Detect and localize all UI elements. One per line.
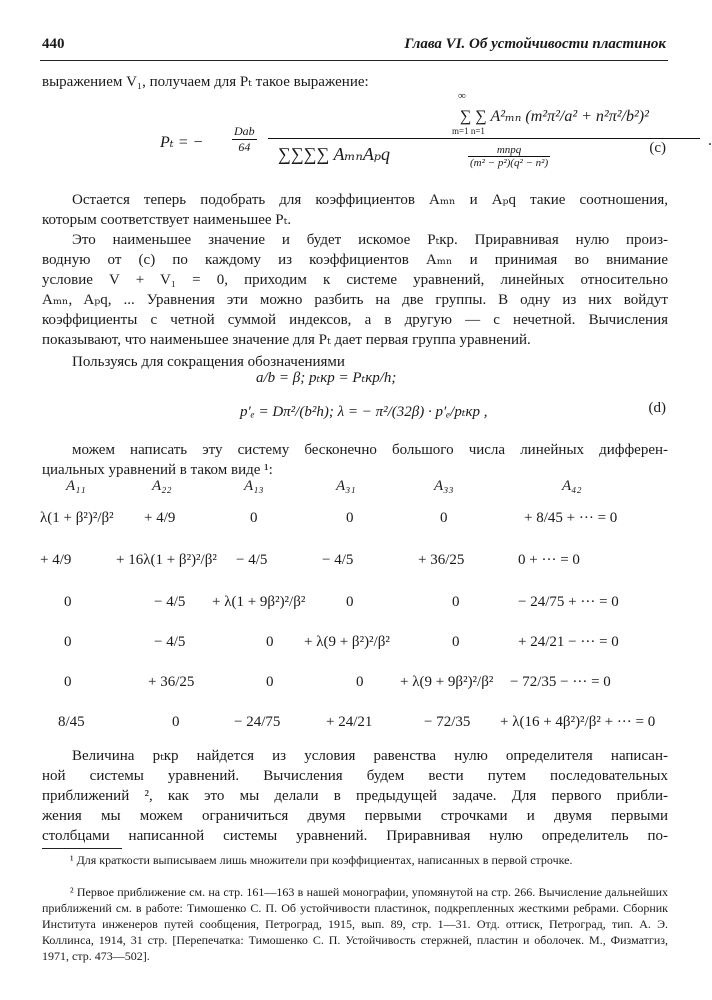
matrix-cell: − 4/5: [154, 594, 186, 610]
para2-line-6: показывают, что наименьшее значение для Pₜ дает первая группа уравнений.: [42, 332, 531, 348]
footnote-rule: [42, 848, 122, 849]
para2-line-3: условие V + V₁ = 0, приходим к системе уравнений, линейных относительно: [42, 272, 668, 288]
matrix-cell: + 36/25: [148, 674, 195, 690]
para2-line-5: коэффициенты с четной суммой индексов, а в другую — с нечетной. Вычисления: [42, 312, 668, 328]
matrix-cell: 0: [346, 594, 354, 610]
matrix-cell: + 4/9: [144, 510, 176, 526]
equation-c-denominator: ∑∑∑∑ AₘₙAₚq: [278, 144, 391, 164]
matrix-cell: − 24/75 + ··· = 0: [518, 594, 619, 610]
equation-d-line-2: p′ₑ = Dπ²/(b²h); λ = − π²/(32β) · p′ₑ/pₜкр ,: [240, 404, 488, 420]
matrix-cell: 0: [346, 510, 354, 526]
matrix-cell: 0: [64, 674, 72, 690]
matrix-cell: − 4/5: [154, 634, 186, 650]
equation-c-lhs: Pₜ = −: [160, 134, 204, 151]
matrix-cell: 0: [452, 594, 460, 610]
matrix-cell: + 4/9: [40, 552, 72, 568]
matrix-cell: + 36/25: [418, 552, 465, 568]
equation-c-fraction-bar: [268, 138, 700, 139]
para5-line-4: жения мы можем ограничиться двумя первыми строчками и двумя первыми: [42, 808, 668, 824]
para5-line-3: приближений ², как это мы делали в предыдущей задаче. Для первого прибли-: [42, 788, 668, 804]
equation-c-period: .: [708, 132, 712, 149]
matrix-cell: + 16λ(1 + β²)²/β²: [116, 552, 217, 568]
para3: Пользуясь для сокращения обозначениями: [72, 354, 345, 370]
equation-c-label: (c): [649, 140, 666, 156]
equation-c-numerator: ∑ ∑ A²ₘₙ (m²π²/a² + n²π²/b²)²: [460, 108, 649, 125]
intro-line: выражением V₁, получаем для Pₜ такое выражение:: [42, 74, 369, 90]
para1-line-2: которым соответствует наименьшее Pₜ.: [42, 212, 292, 228]
matrix-cell: − 4/5: [236, 552, 268, 568]
footnote-1: ¹ Для краткости выписываем лишь множители при коэффициентах, написанных в первой строчке.: [70, 853, 573, 867]
para4-line-2: циальных уравнений в таком виде ¹:: [42, 462, 273, 478]
matrix-cell: 0: [440, 510, 448, 526]
para5-line-5: столбцами написанной системы уравнений. Приравнивая нулю определитель по-: [42, 828, 668, 844]
matrix-cell: 0: [64, 594, 72, 610]
matrix-cell: + λ(9 + β²)²/β²: [304, 634, 390, 650]
matrix-cell: + λ(9 + 9β²)²/β²: [400, 674, 494, 690]
para5-line-1: Величина pₜкр найдется из условия равенства нулю определителя написан-: [72, 748, 668, 764]
matrix-cell: 0: [266, 674, 274, 690]
page-number: 440: [42, 36, 65, 52]
matrix-cell: 0 + ··· = 0: [518, 552, 580, 568]
matrix-cell: − 4/5: [322, 552, 354, 568]
matrix-column-header: A₄₂: [562, 478, 582, 494]
matrix-cell: 0: [356, 674, 364, 690]
matrix-cell: 0: [266, 634, 274, 650]
equation-c-num-limits: m=1 n=1: [452, 126, 485, 136]
matrix-column-header: A₁₁: [66, 478, 86, 494]
footnote-2: ² Первое приближение см. на стр. 161—163 в нашей монографии, упомянутой на стр. 266. Вычисление дальнейших приближений см. в работе: Тимошенко С. П. Об устойчивости пластинок, подкрепленных жесткими ребрами. Сборник Института инженеров путей сообщения, Петроград, 1915, вып. 89, стр. 1—31. Отд. оттиск, Петроград, тип. А. Э. Коллинса, 1914, 31 стр. [Перепечатка: Тимошенко С. П. Устойчивость стержней, пластин и оболочек. М., Физматгиз, 1971, стр. 473—502].: [42, 885, 668, 963]
equation-c-coefficient: [232, 124, 257, 155]
chapter-title: Глава VI. Об устойчивости пластинок: [404, 36, 666, 52]
para5-line-2: ной системы уравнений. Вычисления будем вести путем последовательных: [42, 768, 668, 784]
matrix-column-header: A₁₃: [244, 478, 264, 494]
matrix-cell: + λ(1 + 9β²)²/β²: [212, 594, 306, 610]
coef-num: Dab: [234, 124, 255, 138]
para2-line-4: Aₘₙ, Aₚq, ... Уравнения эти можно разбить на две группы. В одну из них войдут: [42, 292, 668, 308]
coef-den: 64: [238, 140, 251, 154]
matrix-cell: + λ(16 + 4β²)²/β² + ··· = 0: [500, 714, 656, 730]
matrix-column-header: A₂₂: [152, 478, 172, 494]
equation-d-label: (d): [648, 400, 666, 416]
equation-c-den-frac: [468, 144, 550, 169]
matrix-column-header: A₃₃: [434, 478, 454, 494]
matrix-cell: − 72/35 − ··· = 0: [510, 674, 611, 690]
matrix-cell: 8/45: [58, 714, 85, 730]
para2-line-1: Это наименьшее значение и будет искомое Pₜкр. Приравнивая нулю произ-: [72, 232, 668, 248]
matrix-column-header: A₃₁: [336, 478, 356, 494]
matrix-cell: + 8/45 + ··· = 0: [524, 510, 618, 526]
den-frac-num: mnpq: [468, 144, 550, 157]
matrix-cell: 0: [64, 634, 72, 650]
para1-line-1: Остается теперь подобрать для коэффициентов Aₘₙ и Aₚq такие соотношения,: [72, 192, 668, 208]
equation-d-line-1: a/b = β; pₜкр = Pₜкр/h;: [256, 370, 397, 386]
matrix-cell: + 24/21: [326, 714, 373, 730]
para2-line-2: водную от (c) по каждому из коэффициентов Aₘₙ и принимая во внимание: [42, 252, 668, 268]
matrix-cell: 0: [172, 714, 180, 730]
matrix-cell: λ(1 + β²)²/β²: [40, 510, 114, 526]
matrix-cell: + 24/21 − ··· = 0: [518, 634, 619, 650]
matrix-cell: 0: [250, 510, 258, 526]
matrix-cell: − 72/35: [424, 714, 471, 730]
header-rule: [40, 60, 668, 61]
matrix-cell: − 24/75: [234, 714, 281, 730]
den-frac-den: (m² − p²)(q² − n²): [470, 157, 549, 169]
para4-line-1: можем написать эту систему бесконечно большого числа линейных дифферен-: [72, 442, 668, 458]
equation-c-num-upper: ∞: [458, 90, 466, 102]
matrix-cell: 0: [452, 634, 460, 650]
